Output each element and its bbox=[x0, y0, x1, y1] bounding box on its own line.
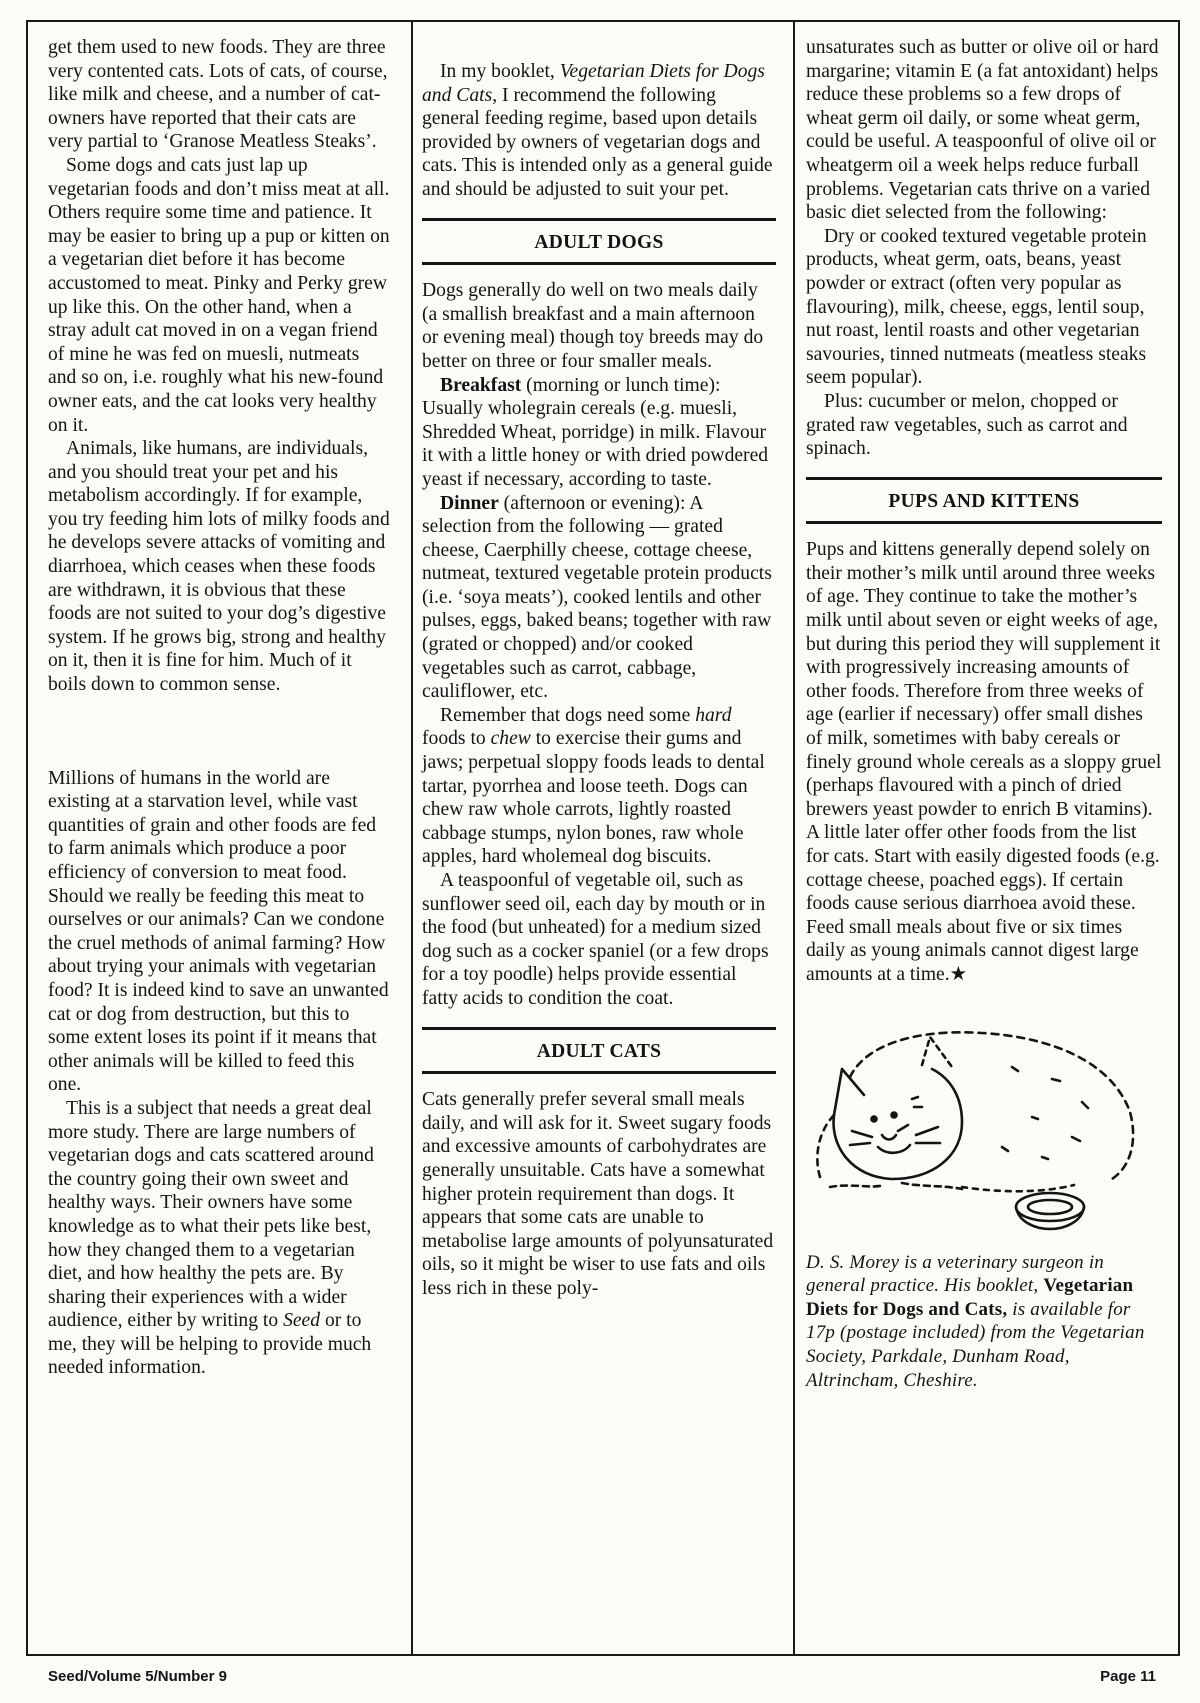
column-rule bbox=[411, 20, 413, 1656]
article-column-1 bbox=[48, 36, 390, 1380]
page-number: Page 11 bbox=[1100, 1668, 1156, 1685]
article-column-3 bbox=[806, 36, 1162, 1392]
paragraph: Breakfast (morning or lunch time): Usually wholegrain cereals (e.g. muesli, Shredded Wheat, porridge) in milk. Flavour it with a little honey or with dried powdered yeast if necessary, according to taste. bbox=[422, 374, 769, 490]
booklet-title: Vegetarian Diets for Dogs and Cats bbox=[422, 61, 765, 106]
paragraph: Pups and kittens generally depend solely on their mother’s milk until around three weeks of age. They continue to take the mother’s milk until about seven or eight weeks of age, but during this period they will supplement it with progressively increasing amounts of other foods. Therefore from three weeks of age (earlier if necessary) offer small dishes of milk, sometimes with baby cereals or finely ground whole cereals as a sloppy gruel (perhaps flavoured with a pinch of dried brewers yeast powder to enrich B vitamins). A little later offer other foods from the list for cats. Start with easily digested foods (e.g. cottage cheese, poached eggs). If certain foods cause serious diarrhoea avoid these. Feed small meals about five or six times daily as young animals cannot digest large amounts at a time.★ bbox=[806, 539, 1162, 985]
paragraph: Dogs generally do well on two meals daily (a smallish breakfast and a main afternoon or evening meal) though toy breeds may do better on three or four smaller meals. bbox=[422, 280, 764, 372]
paragraph: get them used to new foods. They are three very contented cats. Lots of cats, of course, like milk and cheese, and a number of cat-owners have reported that their cats are very partial to ‘Granose Meatless Steaks’. bbox=[48, 37, 388, 153]
section-heading-adult-cats: ADULT CATS bbox=[422, 1027, 776, 1075]
issue-footer: Seed/Volume 5/Number 9 bbox=[48, 1668, 227, 1685]
meal-label: Dinner bbox=[440, 492, 499, 514]
paragraph: Animals, like humans, are individuals, and you should treat your pet and his metabolism accordingly. If for example, you try feeding him lots of milky foods and he develops severe attacks of vomiting and diarrhoea, which ceases when these foods are withdrawn, it is obvious that these foods are not suited to your dog’s digestive system. If he grows big, strong and healthy on it, then it is fine for him. Much of it boils down to common sense. bbox=[48, 438, 390, 696]
meal-label: Breakfast bbox=[440, 374, 522, 396]
paragraph: Remember that dogs need some hard foods to chew to exercise their gums and jaws; perpetual sloppy foods leads to dental tartar, pyorrhea and loose teeth. Dogs can chew raw whole carrots, lightly roasted cabbage stumps, nylon bones, raw whole apples, hard wholemeal dog biscuits. bbox=[422, 704, 765, 868]
paragraph: unsaturates such as butter or olive oil or hard margarine; vitamin E (a fat antoxidant) helps reduce these problems so a few drops of wheat germ oil daily, or some wheat germ, could be useful. A teaspoonful of olive oil or wheatgerm oil a week helps reduce furball problems. Vegetarian cats thrive on a varied basic diet selected from the following: bbox=[806, 37, 1159, 224]
paragraph: Dinner (afternoon or evening): A selection from the following — grated cheese, Caerphilly cheese, cottage cheese, nutmeat, textured vegetable protein products (i.e. ‘soya meats’), cooked lentils and other pulses, eggs, baked beans; together with raw (grated or chopped) and/or cooked vegetables such as carrot, cabbage, cauliflower, etc. bbox=[422, 492, 772, 703]
paragraph: Millions of humans in the world are existing at a starvation level, while vast quantities of grain and other foods are fed to farm animals which produce a poor efficiency of conversion to meat food. Should we really be feeding this meat to ourselves or our animals? Can we condone the cruel methods of animal farming? How about trying your animals with vegetarian food? It is indeed kind to save an unwanted cat or dog from destruction, but this to some extent loses its point if it means that other animals will be killed to feed this one. bbox=[48, 767, 389, 1096]
paragraph: A teaspoonful of vegetable oil, such as sunflower seed oil, each day by mouth or in the food (but unheated) for a medium sized dog such as a cocker spaniel (or a few drops for a toy poodle) helps provide essential fatty acids to condition the coat. bbox=[422, 870, 769, 1009]
paragraph: Plus: cucumber or melon, chopped or grated raw vegetables, such as carrot and spinach. bbox=[806, 390, 1128, 460]
article-column-2 bbox=[422, 36, 776, 1301]
section-heading-pups-and-kittens: PUPS AND KITTENS bbox=[806, 477, 1162, 525]
author-bio-caption: D. S. Morey is a veterinary surgeon in general practice. His booklet, Vegetarian Diets for Dogs and Cats, is available for 17p (postage included) from the Vegetarian Society, Parkdale, Dunham Road, Altrincham, Cheshire. bbox=[806, 1251, 1145, 1391]
section-heading-adult-dogs: ADULT DOGS bbox=[422, 218, 776, 266]
intro-paragraph: In my booklet, Vegetarian Diets for Dogs and Cats, I recommend the following general feeding regime, based upon details provided by owners of vegetarian dogs and cats. This is intended only as a general guide and should be adjusted to suit your pet. bbox=[422, 61, 773, 200]
paragraph: Some dogs and cats just lap up vegetarian foods and don’t miss meat at all. Others require some time and patience. It may be easier to bring up a pup or kitten on a vegetarian diet before it has become accustomed to meat. Pinky and Perky grew up like this. On the other hand, when a stray adult cat moved in on a vegan friend of mine he was fed on muesli, nutmeats and so on, i.e. roughly what his new-found owner eats, and the cat looks very healthy on it. bbox=[48, 154, 390, 436]
cat-with-bowl-illustration bbox=[812, 1007, 1142, 1237]
paragraph: Dry or cooked textured vegetable protein products, wheat germ, oats, beans, yeast powder or extract (often very popular as flavouring), milk, cheese, eggs, lentil soup, nut roast, lentil roasts and other vegetarian savouries, tinned nutmeats (meatless steaks seem popular). bbox=[806, 225, 1147, 389]
paragraph: This is a subject that needs a great deal more study. There are large numbers of vegetarian dogs and cats scattered around the country going their own sweet and healthy ways. Their owners have some knowledge as to what their pets like best, how they changed them to a vegetarian diet, and how healthy the pets are. By sharing their experiences with a wider audience, either by writing to Seed or to me, they will be helping to provide much needed information. bbox=[48, 1097, 374, 1379]
column-rule bbox=[793, 20, 795, 1656]
paragraph: Cats generally prefer several small meals daily, and will ask for it. Sweet sugary foods and excessive amounts of carbohydrates are generally unsuitable. Cats have a somewhat higher protein requirement than dogs. It appears that some cats are unable to metabolise large amounts of polyunsaturated oils, so it might be wiser to use fats and oils less rich in these poly- bbox=[422, 1089, 774, 1299]
magazine-name: Seed bbox=[283, 1310, 321, 1332]
booklet-title: Vegetarian Diets for Dogs and Cats, bbox=[806, 1275, 1134, 1320]
